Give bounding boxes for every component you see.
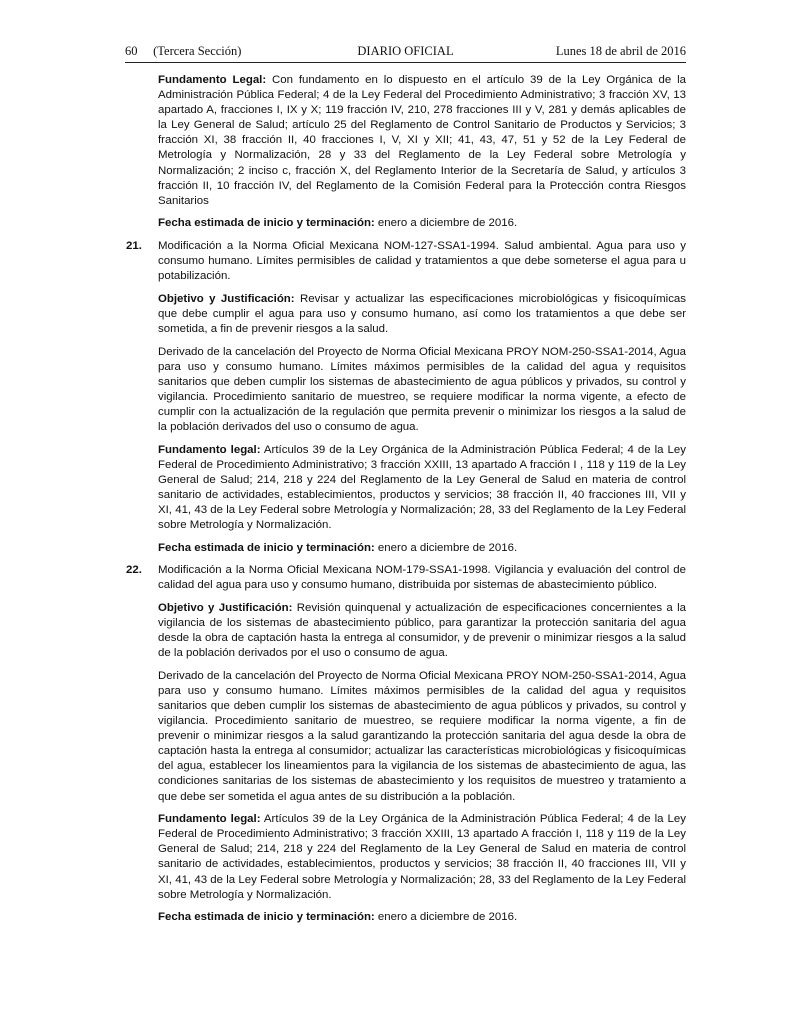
item-number: 22. bbox=[126, 564, 142, 577]
fundamento-label: Fundamento Legal: bbox=[158, 74, 267, 86]
fundamento-text: Artículos 39 de la Ley Orgánica de la Administración Pública Federal; 4 de la Ley Federal de Procedimiento Administrativo; 3 fracción XXIII, 13 apartado A fracción I , 118 y 119 de la Ley General de Salud; 214, 218 y 224 del Reglamento de la Ley General de Salud en materia de control sanitario de actividades, establecimientos, productos y servicios; 38 fracción II, 40 fracciones III, VII y XI, 41, 43 de la Ley Federal sobre Metrología y Normalización; 28, 33 del Reglamento de la Ley Federal sobre Metrología y Normalización. bbox=[158, 443, 686, 532]
fecha-label: Fecha estimada de inicio y terminación: bbox=[158, 911, 375, 924]
item-title: Modificación a la Norma Oficial Mexicana NOM-179-SSA1-1998. Vigilancia y evaluación del control de calidad del agua para uso y consumo humano, distribuida por sistemas de abastecimiento público. bbox=[158, 564, 686, 592]
fecha-label: Fecha estimada de inicio y terminación: bbox=[158, 541, 375, 554]
list-item-22 bbox=[126, 563, 686, 593]
fundamento-paragraph bbox=[158, 443, 686, 534]
top-fecha-paragraph bbox=[158, 216, 686, 231]
fundamento-text: Con fundamento en lo dispuesto en el artículo 39 de la Ley Orgánica de la Administración Pública Federal; 4 de la Ley Federal del Procedimiento Administrativo; 3 fracción XV, 13 apartado A, fracciones I, IX y X; 119 fracción IV, 210, 278 fracciones III y V, 281 y demás aplicables de la Ley General de Salud; artículo 25 del Reglamento de Control Sanitario de Productos y Servicios; 3 fracción XI, 38 fracción II, 40 fracciones I, V, XI y XII; 41, 43, 47, 51 y 52 de la Ley Federal de Metrología y Normalización, 28 y 33 del Reglamento de la Ley Federal sobre Metrología y Normalización; 2 inciso c, fracción X, del Reglamento Interior de la Secretaría de Salud, y artículos 3 fracción II, 10 fracción IV, del Reglamento de la Comisión Federal para la Protección contra Riesgos Sanitarios bbox=[158, 74, 687, 207]
fundamento-label: Fundamento legal: bbox=[158, 443, 261, 456]
fundamento-label: Fundamento legal: bbox=[158, 813, 261, 826]
fundamento-text: Artículos 39 de la Ley Orgánica de la Administración Pública Federal; 4 de la Ley Federal de Procedimiento Administrativo; 3 fracción XXIII, 13 apartado A fracción I, 118 y 119 de la Ley General de Salud; 214, 218 y 224 del Reglamento de la Ley General de Salud en materia de control sanitario de actividades, establecimientos, productos y servicios; 38 fracción II, 40 fracciones III, VII y XI, 41, 43 de la Ley Federal sobre Metrología y Normalización; 28, 33 del Reglamento de la Ley Federal sobre Metrología y Normalización. bbox=[158, 813, 686, 901]
objetivo-label: Objetivo y Justificación: bbox=[158, 292, 295, 305]
objetivo-label: Objetivo y Justificación: bbox=[158, 601, 293, 614]
item-number: 21. bbox=[126, 239, 142, 252]
list-item-21 bbox=[126, 239, 686, 284]
fecha-text: enero a diciembre de 2016. bbox=[374, 217, 518, 230]
fecha-paragraph bbox=[158, 910, 686, 925]
objetivo-paragraph bbox=[158, 292, 686, 337]
header-publication-title: DIARIO OFICIAL bbox=[357, 44, 454, 58]
item-title: Modificación a la Norma Oficial Mexicana NOM-127-SSA1-1994. Salud ambiental. Agua para uso y consumo humano. Límites permisibles de calidad y tratamientos a que debe someterse el agua para u potabilización. bbox=[158, 239, 686, 283]
page-header bbox=[125, 42, 686, 63]
objetivo-text: Revisar y actualizar las especificaciones microbiológicas y fisicoquímicas que debe cumplir el agua para uso y consumo humano, así como los tratamientos a que debe ser sometida, a fin de prevenir riesgos a la salud. bbox=[158, 292, 686, 335]
fundamento-paragraph bbox=[158, 812, 686, 903]
document-body bbox=[126, 73, 686, 933]
fecha-paragraph bbox=[158, 541, 686, 556]
fecha-label: Fecha estimada de inicio y terminación: bbox=[158, 217, 375, 230]
top-fundamento-paragraph bbox=[158, 73, 686, 209]
fecha-text: enero a diciembre de 2016. bbox=[374, 541, 518, 554]
objetivo-text: Revisión quinquenal y actualización de especificaciones concernientes a la vigilancia de los sistemas de abastecimiento público, para garantizar la protección sanitaria del agua desde la obra de captación hasta la entrega al consumidor, y de prevenir o minimizar riesgos a la salud de la población derivados por el uso o consumo de agua. bbox=[158, 601, 686, 660]
derivado-paragraph: Derivado de la cancelación del Proyecto de Norma Oficial Mexicana PROY NOM-250-SSA1-2014, Agua para uso y consumo humano. Límites máximos permisibles de la calidad del agua y requisitos sanitarios que deben cumplir los sistemas de abastecimiento de agua públicos y privados, su control y vigilancia. Procedimiento sanitario de muestreo, se requiere modificar la norma vigente, a efecto de cumplir con la actualización de la regulación que permita prevenir o minimizar los riesgos a la salud de la población derivados del uso o consumo de agua. bbox=[158, 345, 686, 433]
header-date: Lunes 18 de abril de 2016 bbox=[555, 44, 686, 58]
header-page-section: 60 (Tercera Sección) bbox=[125, 44, 242, 58]
objetivo-paragraph bbox=[158, 601, 686, 661]
fecha-text: enero a diciembre de 2016. bbox=[374, 911, 518, 924]
derivado-paragraph: Derivado de la cancelación del Proyecto de Norma Oficial Mexicana PROY NOM-250-SSA1-2014, Agua para uso y consumo humano. Límites máximos permisibles de la calidad del agua y requisitos sanitarios que deben cumplir los sistemas de abastecimiento de agua públicos y privados, su control y vigilancia. Procedimiento sanitario de muestreo, se requiere modificar la norma vigente, a fin de prevenir o minimizar riesgos a la salud garantizando la protección sanitaria del agua desde la obra de captación hasta la entrega al consumidor; actualizar las características microbiológicas y fisicoquímicas del agua, establecer los lineamientos para la vigilancia de los sistemas de abastecimiento de agua, las condiciones sanitarias de los sistemas de abastecimiento y los requisitos de muestreo y tratamiento a que debe ser sometida el agua antes de su distribución a la población. bbox=[158, 669, 686, 803]
